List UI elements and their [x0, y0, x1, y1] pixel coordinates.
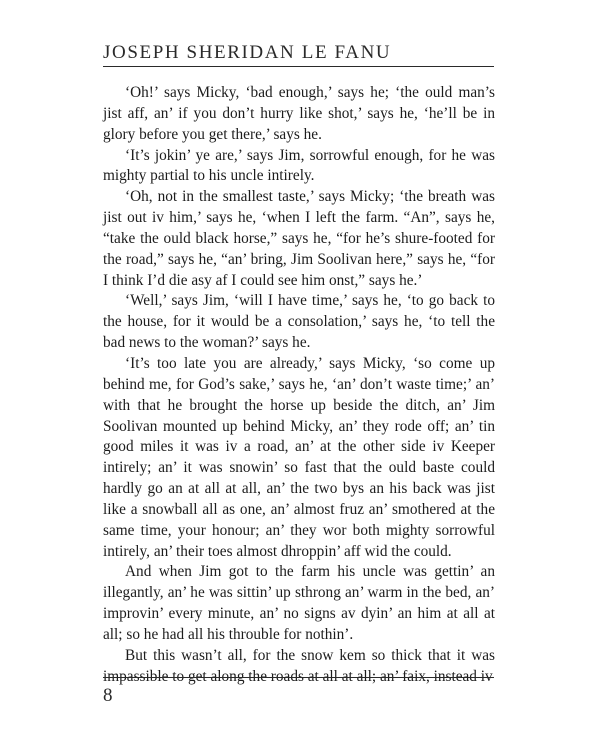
page-number: 8	[103, 685, 113, 706]
paragraph: ‘Oh!’ says Micky, ‘bad enough,’ says he; ‘the ould man’s jist aff, an’ if you don’t hurry like shot,’ says he, ‘he’ll be in glory before you get there,’ says he.	[103, 84, 495, 143]
running-header: JOSEPH SHERIDAN LE FANU	[103, 42, 392, 63]
header-rule	[103, 66, 494, 67]
paragraph: And when Jim got to the farm his uncle was gettin’ an illegantly, an’ he was sittin’ up sthrong an’ warm in the bed, an’ improvin’ every minute, an’ no signs av dyin’ an him at all at all; so he had all his throuble for nothin’.	[103, 563, 495, 643]
paragraph: But this wasn’t all, for the snow kem so thick that it was impassible to get along the roads at all at all; an’ faix, instead iv	[103, 646, 495, 685]
paragraph: ‘Well,’ says Jim, ‘will I have time,’ says he, ‘to go back to the house, for it would be a consolation,’ says he, ‘to tell the bad news to the woman?’ says he.	[103, 292, 495, 352]
footer-rule	[103, 677, 494, 678]
paragraph: ‘It’s jokin’ ye are,’ says Jim, sorrowful enough, for he was mighty partial to his uncle intirely.	[103, 146, 495, 185]
paragraph: ‘It’s too late you are already,’ says Micky, ‘so come up behind me, for God’s sake,’ says he, ‘an’ don’t waste time;’ an’ with that he brought the horse up beside the ditch, an’ Jim Soolivan mounted up behind Micky, an’ they rode off; an’ tin good miles it was iv a road, an’ at the other side iv Keeper intirely; an’ it was snowin’ so fast that the ould baste could hardly go an at all at all, an’ the two bys an his back was jist like a snowball all as one, an’ almost fruz an’ smothered at the same time, your honour; an’ they wor both mighty sorrowful intirely, an’ their toes almost dhroppin’ aff wid the could.	[103, 354, 495, 560]
paragraph: ‘Oh, not in the smallest taste,’ says Micky; ‘the breath was jist out iv him,’ says he, ‘when I left the farm. “An”, says he, “take the ould black horse,” says he, “for he’s shure-footed for the road,” says he, “an’ bring, Jim Soolivan here,” says he, “for I think I’d die asy af I could see him onst,” says he.’	[103, 188, 495, 289]
page-body	[103, 83, 495, 687]
